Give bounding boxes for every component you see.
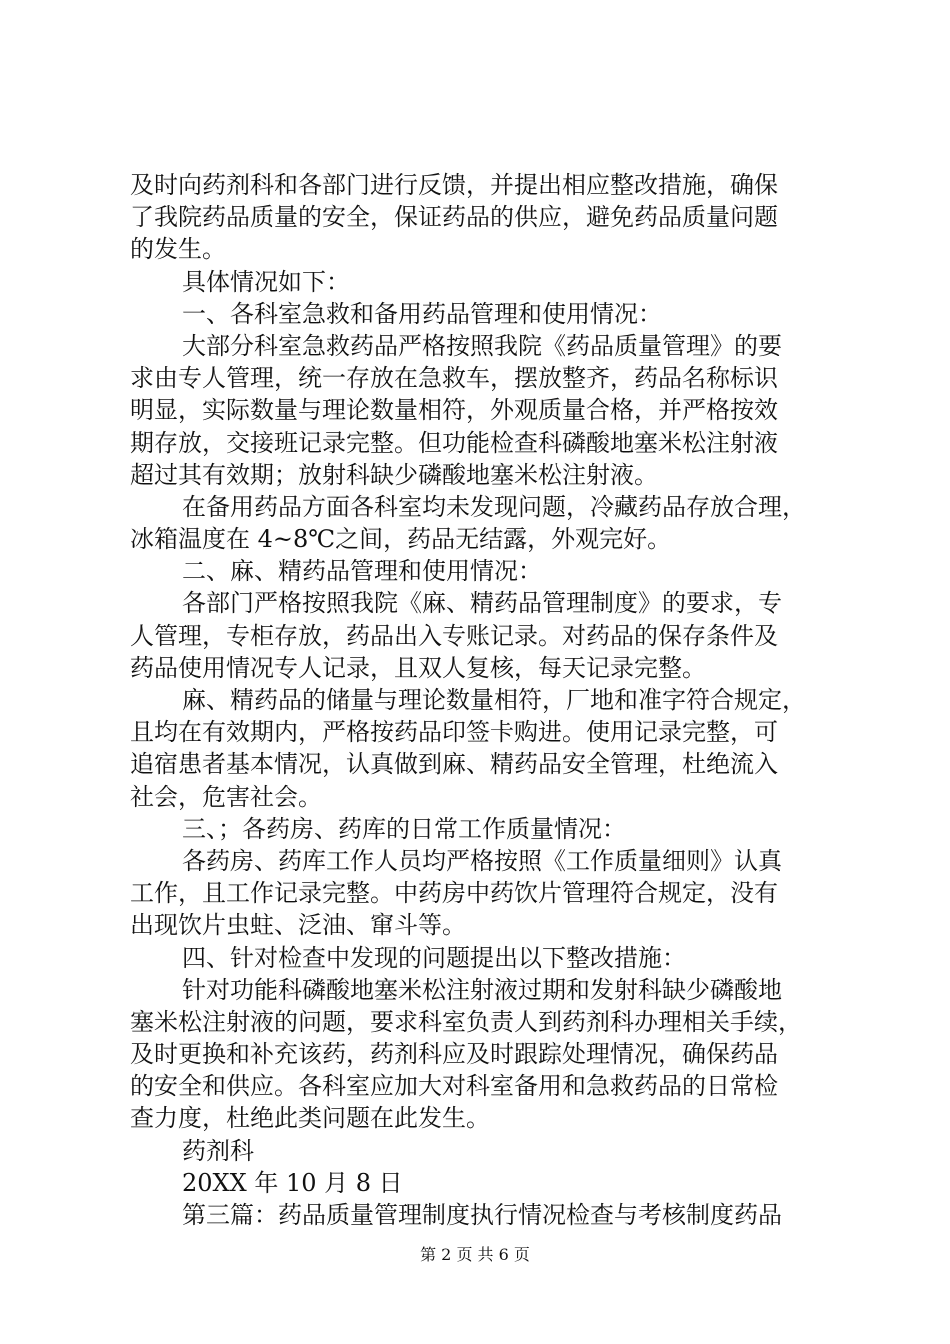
text-line: 二、麻、精药品管理和使用情况： — [182, 557, 542, 586]
text-line: 期存放，交接班记录完整。但功能检查科磷酸地塞米松注射液 — [130, 428, 778, 457]
text-line: 求由专人管理，统一存放在急救车，摆放整齐，药品名称标识 — [130, 364, 778, 393]
text-line: 第三篇：药品质量管理制度执行情况检查与考核制度药品 — [182, 1201, 782, 1229]
page-number-label: 第 2 页 共 6 页 — [420, 1245, 530, 1264]
text-line: 社会，危害社会。 — [130, 782, 322, 811]
text-line: 在备用药品方面各科室均未发现问题，冷藏药品存放合理， — [182, 492, 806, 521]
text-line: 麻、精药品的储量与理论数量相符，厂地和准字符合规定， — [182, 686, 806, 714]
text-line: 药剂科 — [182, 1136, 254, 1165]
text-line: 查力度，杜绝此类问题在此发生。 — [130, 1104, 490, 1133]
text-line: 工作，且工作记录完整。中药房中药饮片管理符合规定，没有 — [130, 879, 778, 908]
text-line: 及时向药剂科和各部门进行反馈，并提出相应整改措施，确保 — [130, 171, 778, 199]
text-line: 了我院药品质量的安全，保证药品的供应，避免药品质量问题 — [130, 203, 778, 232]
text-line: 一、各科室急救和备用药品管理和使用情况： — [182, 299, 662, 328]
text-line: 具体情况如下： — [182, 267, 350, 296]
text-line: 塞米松注射液的问题，要求科室负责人到药剂科办理相关手续， — [130, 1007, 802, 1036]
text-line: 20XX 年 10 月 8 日 — [182, 1168, 403, 1197]
text-line: 及时更换和补充该药，药剂科应及时跟踪处理情况，确保药品 — [130, 1040, 778, 1069]
text-line: 冰箱温度在 4~8℃之间，药品无结露，外观完好。 — [130, 525, 672, 554]
text-line: 各药房、药库工作人员均严格按照《工作质量细则》认真 — [182, 846, 782, 875]
text-line: 出现饮片虫蛀、泛油、窜斗等。 — [130, 911, 466, 940]
text-line: 四、针对检查中发现的问题提出以下整改措施： — [182, 943, 686, 972]
text-line: 各部门严格按照我院《麻、精药品管理制度》的要求，专 — [182, 589, 782, 618]
text-line: 超过其有效期；放射科缺少磷酸地塞米松注射液。 — [130, 460, 658, 489]
text-line: 大部分科室急救药品严格按照我院《药品质量管理》的要 — [182, 331, 782, 360]
text-line: 的发生。 — [130, 235, 226, 264]
page-footer — [0, 1245, 950, 1265]
document-body — [130, 169, 830, 1231]
text-line: 明显，实际数量与理论数量相符，外观质量合格，并严格按效 — [130, 396, 778, 425]
text-line: 三、；各药房、药库的日常工作质量情况： — [182, 814, 626, 843]
text-line: 追宿患者基本情况，认真做到麻、精药品安全管理，杜绝流入 — [130, 750, 778, 779]
text-line: 的安全和供应。各科室应加大对科室备用和急救药品的日常检 — [130, 1072, 778, 1101]
text-line: 药品使用情况专人记录，且双人复核，每天记录完整。 — [130, 653, 706, 682]
text-line: 针对功能科磷酸地塞米松注射液过期和发射科缺少磷酸地 — [182, 975, 782, 1004]
text-line: 人管理，专柜存放，药品出入专账记录。对药品的保存条件及 — [130, 621, 778, 650]
text-line: 且均在有效期内，严格按药品印签卡购进。使用记录完整，可 — [130, 718, 778, 747]
